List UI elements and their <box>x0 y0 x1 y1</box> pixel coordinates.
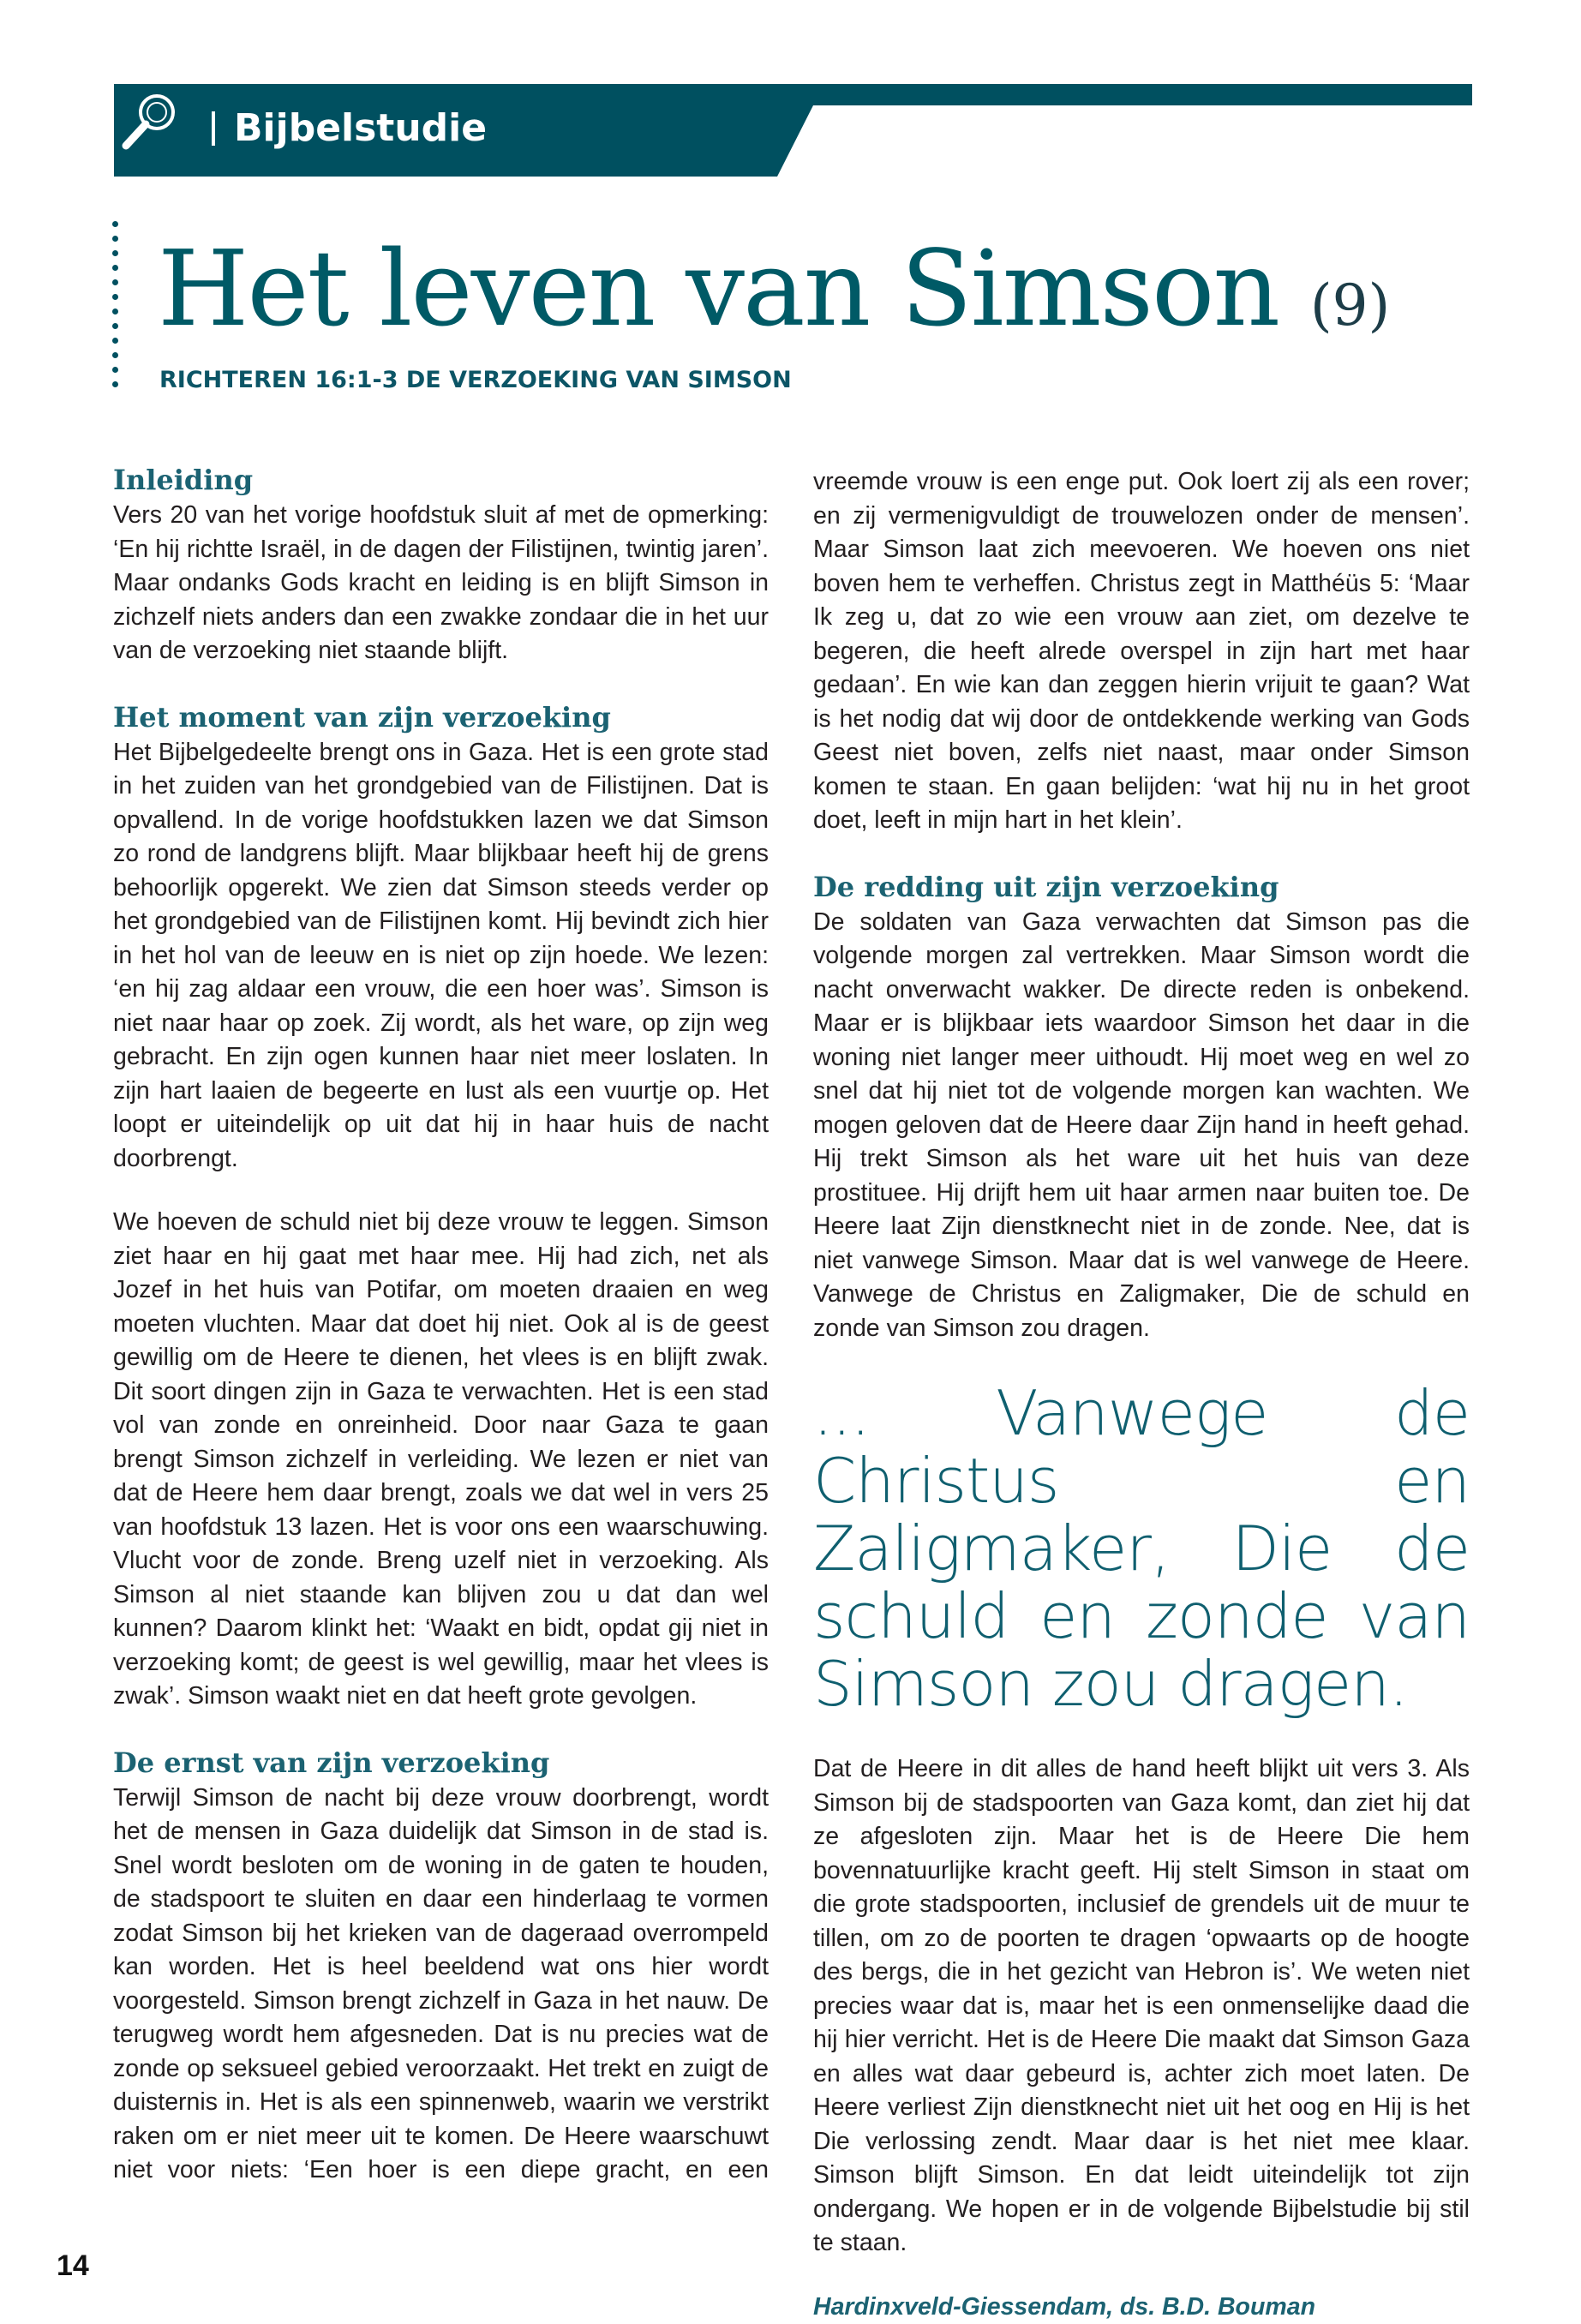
paragraph: Vers 20 van het vorige hoofdstuk sluit af met de opmerking: ‘En hij richtte Israël, in de dagen der Filistijnen, twintig jaren’. Maar ondanks Gods kracht en leiding is en blijft Simson in zichzelf niets anders dan een zwakke zondaar die in het uur van de verzoeking niet staande blijft. <box>113 499 769 668</box>
section-heading: De redding uit zijn verzoeking <box>813 868 1470 906</box>
paragraph: Terwijl Simson de nacht bij deze vrouw doorbrengt, wordt het de mensen in Gaza duidelijk dat Simson in de stad is. Snel wordt besloten om de woning in de gaten te houden, de stadspoort te sluiten en daar een hinderlaag te vormen zodat Simson bij het krieken van de dageraad overrompeld kan worden. Het is heel beeldend wat ons hier wordt voorgesteld. Simson brengt zichzelf in Gaza in het nauw. De terugweg wordt hem afgesneden. Dat is nu precies wat de zonde op seksueel gebied veroorzaakt. Het trekt en zuigt de duisternis in. Het is als een spinnenweb, waarin we verstrikt raken om er niet meer uit te komen. De Heere waarschuwt niet voor niets: ‘Een hoer is een diepe gracht, en een <box>113 1782 769 2188</box>
article-subtitle: RICHTEREN 16:1-3 DE VERZOEKING VAN SIMSON <box>159 367 792 393</box>
left-column <box>113 461 769 2188</box>
section-label-text: Bijbelstudie <box>234 103 487 154</box>
paragraph: Het Bijbelgedeelte brengt ons in Gaza. Het is een grote stad in het zuiden van het grondgebied van de Filistijnen. Dat is opvallend. In de vorige hoofdstukken lazen we dat Simson zo rond de landgrens blijft. Maar blijkbaar heeft hij de grens behoorlijk opgerekt. We zien dat Simson steeds verder op het grondgebied van de Filistijnen komt. Hij bevindt zich hier in het hol van de leeuw en is niet op zijn hoede. We lezen: ‘en hij zag aldaar een vrouw, die een hoer was’. Simson is niet naar haar op zoek. Zij wordt, als het ware, op zijn weg gebracht. En zijn ogen kunnen haar niet meer loslaten. In zijn hart laaien de begeerte en lust als een vuurtje op. Het loopt er uiteindelijk op uit dat hij in haar huis de nacht doorbrengt. <box>113 736 769 1177</box>
page-number: 14 <box>57 2249 89 2283</box>
article-title-text: Het leven van Simson <box>158 228 1279 350</box>
section-heading: Inleiding <box>113 461 769 499</box>
article-title <box>158 225 1390 353</box>
article-title-number: (9) <box>1310 273 1391 338</box>
dotted-rule <box>112 221 119 392</box>
section-heading: Het moment van zijn verzoeking <box>113 698 769 736</box>
section-heading: De ernst van zijn verzoeking <box>113 1744 769 1782</box>
right-column <box>813 465 1470 2324</box>
author-byline: Hardinxveld-Giessendam, ds. B.D. Bouman <box>813 2291 1470 2324</box>
paragraph: vreemde vrouw is een enge put. Ook loert zij als een rover; en zij vermenigvuldigt de trouwelozen onder de mensen’. Maar Simson laat zich meevoeren. We hoeven ons niet boven hem te verheffen. Christus zegt in Matthéüs 5: ‘Maar Ik zeg u, dat zo wie een vrouw aan ziet, om dezelve te begeren, die heeft alrede overspel in zijn hart met haar gedaan’. En wie kan dan zeggen hierin vrijuit te gaan? Wat is het nodig dat wij door de ontdekkende werking van Gods Geest niet boven, zelfs niet naast, maar onder Simson komen te staan. En gaan belijden: ‘wat hij nu in het groot doet, leeft in mijn hart in het klein’. <box>813 465 1470 838</box>
section-banner <box>114 84 1472 177</box>
divider <box>212 111 215 146</box>
pull-quote: ... Vanwege de Christus en Zaligmaker, Die de schuld en zonde van Simson zou dragen. <box>813 1380 1470 1718</box>
magnifier-icon <box>114 84 188 158</box>
section-label <box>212 103 487 154</box>
paragraph: Dat de Heere in dit alles de hand heeft blijkt uit vers 3. Als Simson bij de stadspoorten van Gaza komt, dan ziet hij dat ze afgesloten zijn. Maar het is de Heere Die hem bovennatuurlijke kracht geeft. Hij stelt Simson in staat om die grote stadspoorten, inclusief de grendels uit de muur te tillen, om zo de poorten te dragen ‘opwaarts op de hoogte des bergs, die in het gezicht van Hebron is’. We weten niet precies waar dat is, maar het is een onmenselijke daad die hij hier verricht. Het is de Heere Die maakt dat Simson Gaza en alles wat daar gebeurd is, achter zich moet laten. De Heere verliest Zijn dienstknecht niet uit het oog en Hij is het Die verlossing zendt. Maar daar is het niet mee klaar. Simson blijft Simson. En dat leidt uiteindelijk tot zijn ondergang. We hopen er in de volgende Bijbelstudie bij stil te staan. <box>813 1752 1470 2261</box>
paragraph: We hoeven de schuld niet bij deze vrouw te leggen. Simson ziet haar en hij gaat met haar mee. Hij had zich, net als Jozef in het huis van Potifar, om moeten draaien en weg moeten vluchten. Maar dat doet hij niet. Ook al is de geest gewillig om de Heere te dienen, het vlees is en blijft zwak. Dit soort dingen zijn in Gaza te verwachten. Het is een stad vol van zonde en onreinheid. Door naar Gaza te gaan brengt Simson zichzelf in verleiding. We lezen er niet van dat de Heere hem daar brengt, zoals we dat wel in vers 25 van hoofdstuk 13 lazen. Het is voor ons een waarschuwing. Vlucht voor de zonde. Breng uzelf niet in verzoeking. Als Simson al niet staande kan blijven zou u dat dan wel kunnen? Daarom klinkt het: ‘Waakt en bidt, opdat gij niet in verzoeking komt; de geest is wel gewillig, maar het vlees is zwak’. Simson waakt niet en dat heeft grote gevolgen. <box>113 1206 769 1714</box>
paragraph: De soldaten van Gaza verwachten dat Simson pas die volgende morgen zal vertrekken. Maar Simson wordt die nacht onverwacht wakker. De directe reden is onbekend. Maar er is blijkbaar iets waardoor Simson het daar in die woning niet langer meer uithoudt. Hij moet weg en wel zo snel dat hij niet tot de volgende morgen kan wachten. We mogen geloven dat de Heere daar Zijn hand in heeft gehad. Hij trekt Simson als het ware uit het huis van deze prostituee. Hij drijft hem uit haar armen naar buiten toe. De Heere laat Zijn dienstknecht niet in de zonde. Nee, dat is niet vanwege Simson. Maar dat is wel vanwege de Heere. Vanwege de Christus en Zaligmaker, Die de schuld en zonde van Simson zou dragen. <box>813 906 1470 1346</box>
